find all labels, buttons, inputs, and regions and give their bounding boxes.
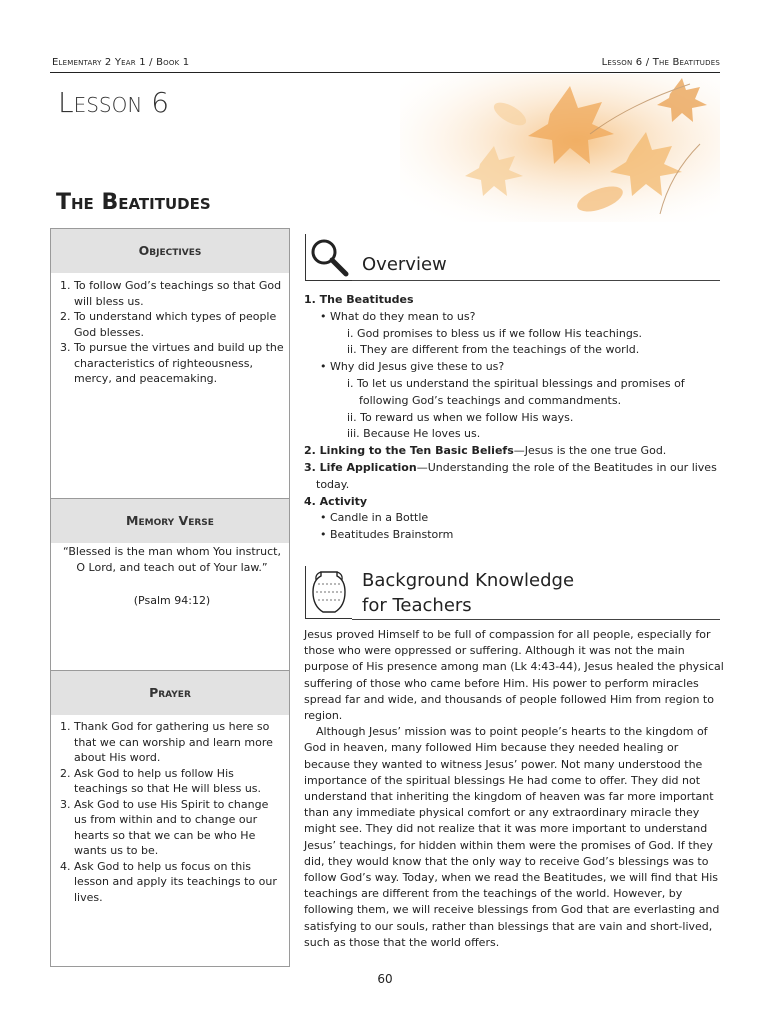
overview-bullet: • Why did Jesus give these to us? [320, 360, 505, 374]
overview-subitem: iii. Because He loves us. [347, 427, 481, 441]
list-item: 3. Ask God to use His Spirit to change us from within and to change our hearts so that we can be who He wants us to be. [60, 797, 269, 857]
memory-verse-heading: Memory Verse [51, 498, 289, 543]
overview-rule [352, 280, 720, 281]
overview-section-text-continued: today. [316, 477, 350, 491]
background-paragraph: Jesus proved Himself to be full of compassion for all people, especially for those who were oppressed or suffering. Although it was not the main purpose of His presence among man (Lk 4:43-44), Jesus healed the physical suffering of those who came before Him. His power to perform miracles spread far and wide, and thousands of people followed Him from region to region. [304, 628, 724, 723]
background-title-line: Background Knowledge [362, 570, 575, 591]
page-number: 60 [377, 972, 393, 986]
memory-verse-reference: (Psalm 94:12) [133, 594, 211, 607]
overview-subitem: ii. To reward us when we follow His ways. [347, 410, 574, 424]
list-item: 1. Thank God for gathering us here so that we can worship and learn more about His word. [60, 720, 273, 764]
running-header-left: Elementary 2 Year 1 / Book 1 [52, 57, 190, 68]
jar-icon [305, 566, 352, 619]
objectives-heading: Objectives [51, 228, 289, 273]
overview-title: Overview [362, 254, 447, 275]
background-paragraph: Although Jesus’ mission was to point people’s hearts to the kingdom of God in heaven, many followed Him because they needed healing or because they wanted to witness Jesus’ power. Not many understood the importance of the spiritual blessings He had come to offer. They did not understand that inheriting the kingdom of heaven was far more important than any immediate physical comfort or any extraordinary miracle they might see. They did not realize that it was more important to understand Jesus’ teachings, for hidden within them were the promises of God. If they did, they would know that the only way to receive God’s blessings was to follow God’s way. Today, when we read the Beatitudes, we will find that His teachings are different from the teachings of the world. However, by following them, we will receive blessings from God that are everlasting and satisfying to our souls, rather than blessings that are vain and short-lived, such as those that the world offers. [304, 725, 720, 949]
overview-section-title: 3. Life Application [304, 460, 417, 474]
overview-subitem: i. To let us understand the spiritual blessings and promises of [347, 376, 685, 390]
prayer-list [60, 719, 284, 905]
overview-section-title: 4. Activity [304, 494, 368, 508]
list-item: 1. To follow God’s teachings so that God will bless us. [60, 279, 282, 308]
prayer-heading: Prayer [51, 670, 289, 715]
magnifying-glass-icon [305, 234, 352, 281]
list-item: 3. To pursue the virtues and build up the characteristics of righteousness, mercy, and peacemaking. [60, 341, 284, 385]
overview-subitem-continued: following God’s teachings and commandments. [359, 393, 622, 407]
objectives-list [60, 278, 284, 387]
list-item: 2. To understand which types of people God blesses. [60, 310, 277, 339]
header-rule [50, 72, 720, 73]
background-title [362, 568, 574, 618]
overview-bullet: • Beatitudes Brainstorm [320, 528, 454, 542]
overview-bullet: • Candle in a Bottle [320, 511, 429, 525]
background-text [304, 627, 724, 951]
memory-verse-text: “Blessed is the man whom You instruct, O Lord, and teach out of Your law.” [63, 545, 281, 574]
sidebar [50, 228, 290, 967]
running-header-right: Lesson 6 / The Beatitudes [601, 57, 720, 68]
overview-subitem: ii. They are different from the teachings of the world. [347, 343, 640, 357]
overview-bullet: • What do they mean to us? [320, 309, 476, 323]
overview-section-text: —Understanding the role of the Beatitudes in our lives [416, 460, 717, 474]
list-item: 4. Ask God to help us focus on this lesson and apply its teachings to our lives. [60, 859, 277, 904]
overview-outline [304, 292, 724, 544]
lesson-label: Lesson 6 [58, 86, 170, 119]
autumn-leaves-illustration [400, 74, 720, 222]
background-title-line: for Teachers [362, 595, 472, 616]
overview-section-title: 1. The Beatitudes [304, 293, 414, 306]
overview-section-text: —Jesus is the one true God. [513, 444, 667, 458]
overview-subitem: i. God promises to bless us if we follow His teachings. [347, 326, 643, 340]
list-item: 2. Ask God to help us follow His teachings so that He will bless us. [60, 766, 262, 795]
page-title: The Beatitudes [56, 190, 211, 215]
overview-section-title: 2. Linking to the Ten Basic Beliefs [304, 444, 514, 458]
background-rule [352, 619, 720, 620]
